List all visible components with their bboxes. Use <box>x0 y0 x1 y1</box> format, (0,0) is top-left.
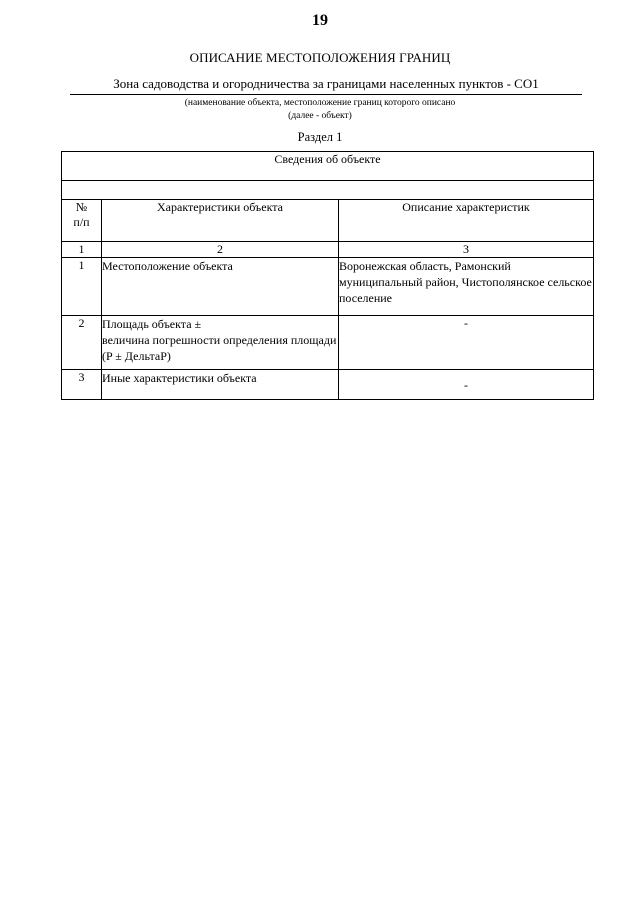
table-header-row <box>62 200 594 242</box>
index-cell: 3 <box>339 242 594 258</box>
row-characteristic: Местоположение объекта <box>102 258 339 316</box>
table-empty-row <box>62 181 594 200</box>
table-index-row <box>62 242 594 258</box>
table-row <box>62 316 594 370</box>
header-characteristic: Характеристики объекта <box>102 200 339 242</box>
object-info-table <box>61 151 594 400</box>
header-num: № п/п <box>62 200 102 242</box>
document-title: ОПИСАНИЕ МЕСТОПОЛОЖЕНИЯ ГРАНИЦ <box>189 50 451 65</box>
object-name-note <box>0 97 640 123</box>
object-name-underline <box>70 94 582 95</box>
table-row <box>62 370 594 400</box>
section-title: Раздел 1 <box>297 130 343 144</box>
header-description: Описание характеристик <box>339 200 594 242</box>
row-description-cell <box>339 370 594 400</box>
row-num: 3 <box>62 370 102 400</box>
object-name-note-line1: (наименование объекта, местоположение границ которого описано <box>184 98 456 108</box>
table-caption-row <box>62 152 594 181</box>
row-description: - <box>464 378 468 392</box>
row-description: Воронежская область, Рамонский муниципальный район, Чистополянское сельское поселение <box>339 258 594 316</box>
table-empty-cell <box>62 181 594 200</box>
row-characteristic: Иные характеристики объекта <box>102 370 339 400</box>
object-name-note-line2: (далее - объект) <box>288 111 352 121</box>
page-number: 19 <box>312 12 328 29</box>
index-cell: 2 <box>102 242 339 258</box>
row-description: - <box>339 316 594 370</box>
row-num: 2 <box>62 316 102 370</box>
object-name: Зона садоводства и огородничества за границами населенных пунктов - СО1 <box>113 76 539 91</box>
row-num: 1 <box>62 258 102 316</box>
table-row <box>62 258 594 316</box>
table-caption: Сведения об объекте <box>62 152 594 181</box>
index-cell: 1 <box>62 242 102 258</box>
row-characteristic: Площадь объекта ± величина погрешности определения площади (P ± ДельтаP) <box>102 316 339 370</box>
